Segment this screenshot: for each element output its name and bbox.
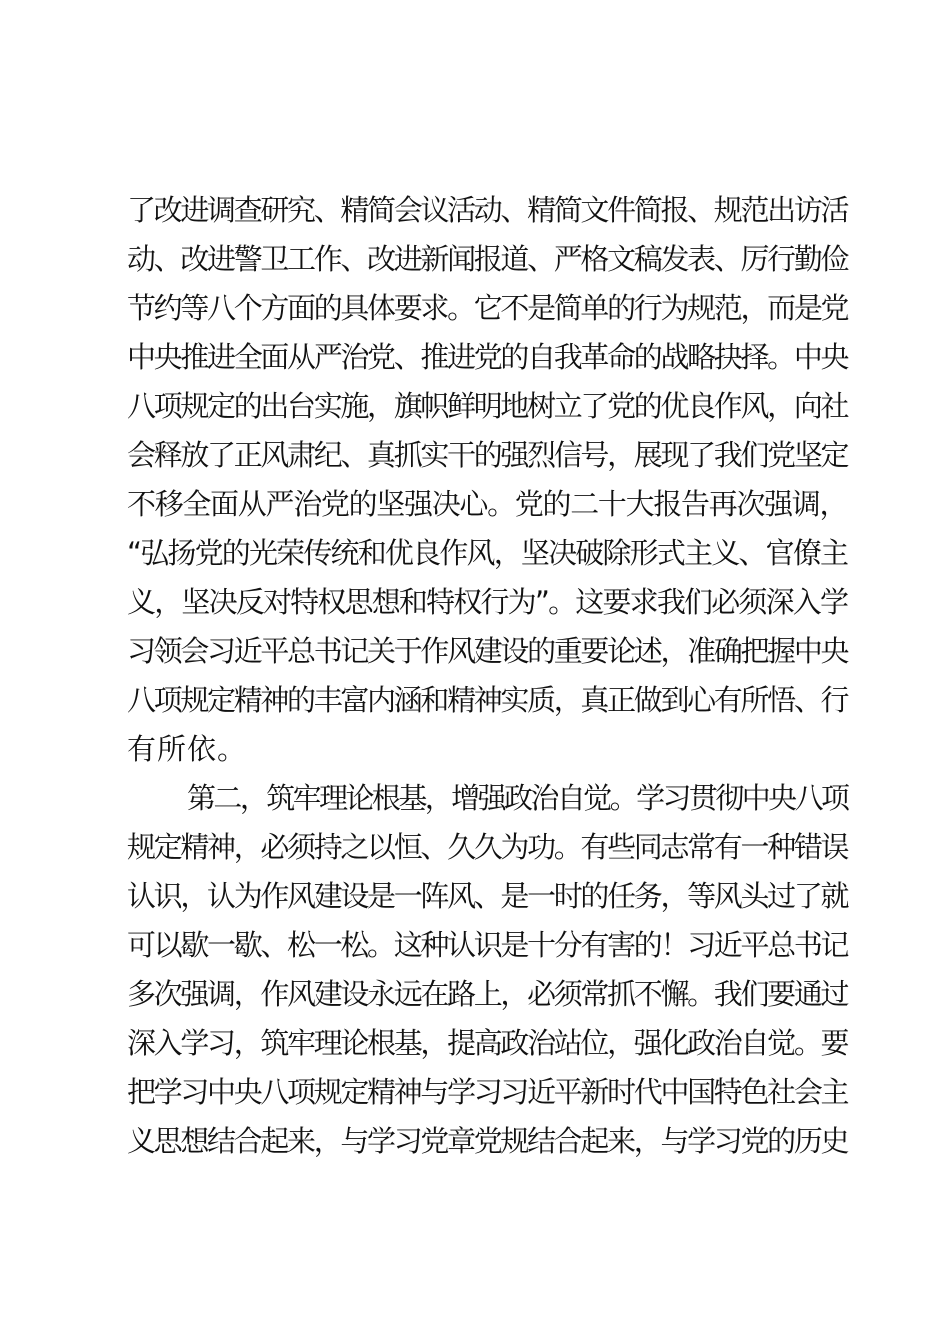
body-text (127, 186, 847, 1166)
text-line: 多次强调，作风建设永远在路上，必须常抓不懈。我们要通过 (127, 977, 847, 1011)
text-line: 中央推进全面从严治党、推进党的自我革命的战略抉择。中央 (127, 340, 847, 374)
paragraph-start-line: 第二，筑牢理论根基，增强政治自觉。学习贯彻中央八项 (187, 781, 847, 815)
text-line: 深入学习，筑牢理论根基，提高政治站位，强化政治自觉。要 (127, 1026, 847, 1060)
text-line: 八项规定精神的丰富内涵和精神实质，真正做到心有所悟、行 (127, 683, 847, 717)
text-line: 义，坚决反对特权思想和特权行为”。这要求我们必须深入学 (127, 585, 847, 619)
text-line: “弘扬党的光荣传统和优良作风，坚决破除形式主义、官僚主 (127, 536, 847, 570)
text-line: 把学习中央八项规定精神与学习习近平新时代中国特色社会主 (127, 1075, 847, 1109)
text-line: 了改进调查研究、精简会议活动、精简文件简报、规范出访活 (127, 193, 847, 227)
text-line: 节约等八个方面的具体要求。它不是简单的行为规范，而是党 (127, 291, 847, 325)
paragraph-end-line: 有所依。 (127, 732, 248, 766)
text-line: 可以歇一歇、松一松。这种认识是十分有害的！习近平总书记 (127, 928, 847, 962)
text-line: 认识，认为作风建设是一阵风、是一时的任务，等风头过了就 (127, 879, 847, 913)
text-line: 会释放了正风肃纪、真抓实干的强烈信号，展现了我们党坚定 (127, 438, 847, 472)
text-line: 规定精神，必须持之以恒、久久为功。有些同志常有一种错误 (127, 830, 847, 864)
text-line: 不移全面从严治党的坚强决心。党的二十大报告再次强调， (127, 487, 847, 521)
text-line: 八项规定的出台实施，旗帜鲜明地树立了党的优良作风，向社 (127, 389, 847, 423)
text-line: 义思想结合起来，与学习党章党规结合起来，与学习党的历史 (127, 1124, 847, 1158)
text-line: 动、改进警卫工作、改进新闻报道、严格文稿发表、厉行勤俭 (127, 242, 847, 276)
text-line: 习领会习近平总书记关于作风建设的重要论述，准确把握中央 (127, 634, 847, 668)
